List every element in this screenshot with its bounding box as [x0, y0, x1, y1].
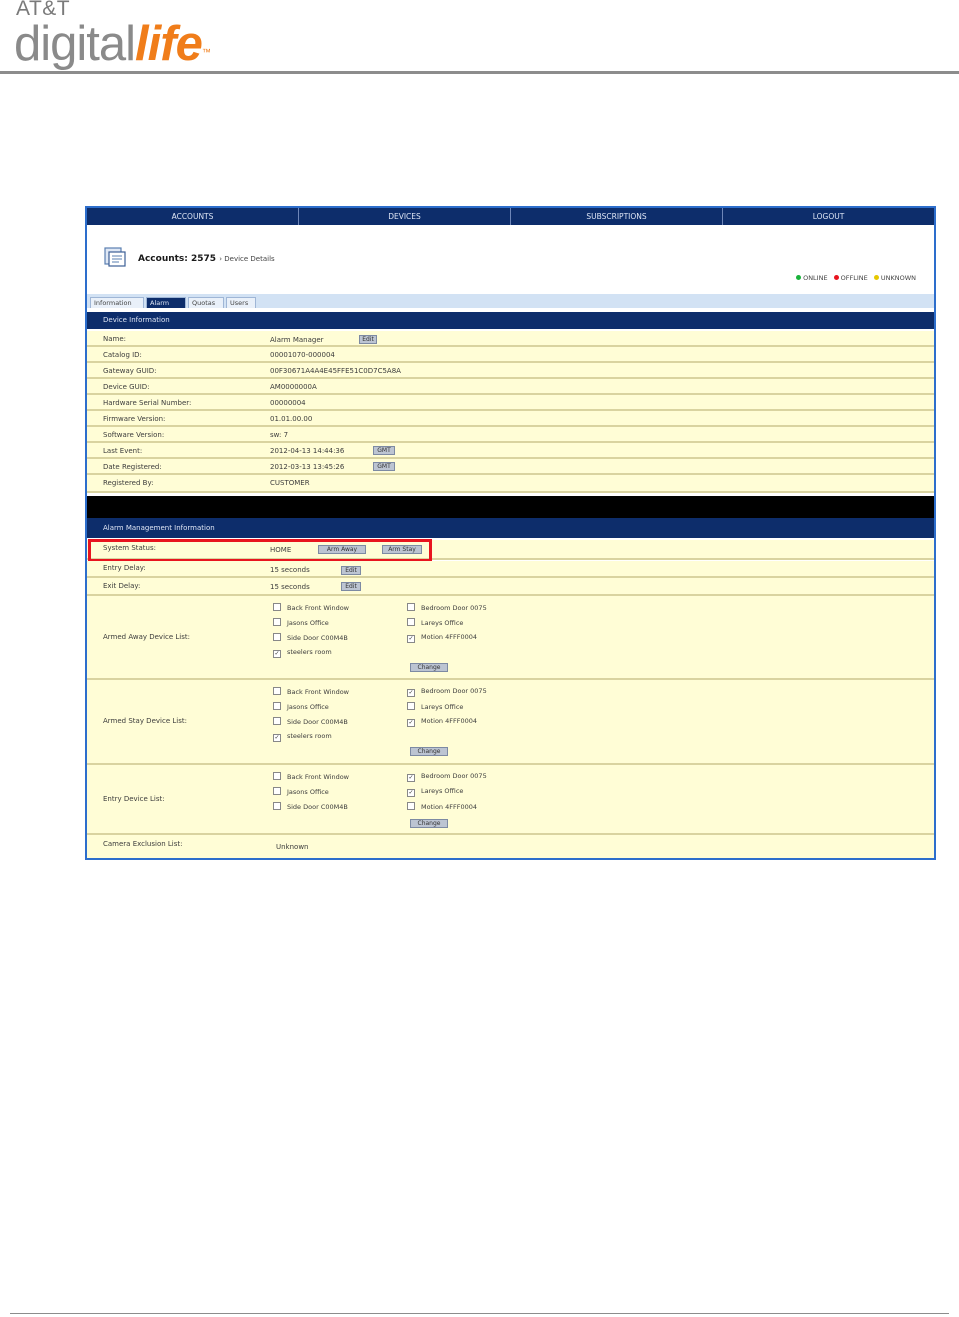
- table-row: [87, 395, 934, 411]
- list-item[interactable]: Back Front Window: [273, 603, 349, 612]
- row-label: Armed Away Device List:: [103, 633, 190, 641]
- row-value: 00F30671A4A4E45FFE51C0D7C5A8A: [270, 367, 401, 375]
- checkbox[interactable]: [273, 633, 281, 641]
- row-label: Date Registered:: [103, 463, 162, 471]
- checkbox[interactable]: ✓: [408, 774, 414, 781]
- system-status-value: HOME: [270, 546, 292, 554]
- list-item[interactable]: ✓ Lareys Office: [408, 787, 464, 796]
- checkbox[interactable]: [407, 603, 415, 611]
- checkbox[interactable]: [407, 702, 415, 710]
- status-legend: [792, 274, 916, 282]
- edit-exit-delay-button[interactable]: Edit: [341, 582, 361, 591]
- list-item[interactable]: Jasons Office: [273, 702, 329, 711]
- header-divider: [0, 71, 959, 74]
- top-navigation: [87, 208, 934, 225]
- breadcrumb: › Device Details: [219, 255, 275, 263]
- offline-dot-icon: [834, 275, 839, 280]
- list-item[interactable]: ✓ Motion 4FFF0004: [408, 633, 477, 642]
- exit-delay-row: [87, 578, 934, 596]
- row-label: Armed Stay Device List:: [103, 717, 187, 725]
- checkbox[interactable]: [273, 772, 281, 780]
- exit-delay-value: 15 seconds: [270, 583, 310, 591]
- row-label: Camera Exclusion List:: [103, 840, 183, 848]
- list-item[interactable]: Side Door C00M4B: [273, 717, 348, 726]
- camera-exclusion-row: [87, 835, 934, 858]
- checkbox[interactable]: [273, 802, 281, 810]
- brand-digital: digital: [14, 17, 136, 71]
- row-label: Entry Device List:: [103, 795, 165, 803]
- nav-devices[interactable]: DEVICES: [299, 208, 511, 225]
- alarm-info-header: Alarm Management Information: [87, 518, 934, 538]
- nav-subscriptions[interactable]: SUBSCRIPTIONS: [511, 208, 723, 225]
- row-label: System Status:: [103, 544, 156, 552]
- brand-wordmark: [14, 18, 210, 70]
- entry-delay-row: [87, 561, 934, 578]
- list-item[interactable]: ✓ Motion 4FFF0004: [408, 717, 477, 726]
- account-icon: [103, 244, 127, 268]
- nav-accounts[interactable]: ACCOUNTS: [87, 208, 299, 225]
- checkbox[interactable]: ✓: [408, 789, 414, 796]
- change-armed-stay-button[interactable]: Change: [410, 747, 448, 756]
- checkbox[interactable]: [273, 687, 281, 695]
- gmt-tag: GMT: [373, 462, 395, 471]
- list-item[interactable]: ✓ Bedroom Door 0075: [408, 687, 487, 696]
- table-row: [87, 427, 934, 443]
- tab-bar: [87, 294, 934, 308]
- row-value: 2012-03-13 13:45:26: [270, 463, 345, 471]
- checkbox[interactable]: ✓: [274, 650, 280, 657]
- footer-divider: [10, 1313, 949, 1314]
- checkbox[interactable]: ✓: [408, 719, 414, 726]
- legend-offline: OFFLINE: [840, 274, 868, 282]
- list-item[interactable]: Jasons Office: [273, 618, 329, 627]
- list-item[interactable]: Back Front Window: [273, 687, 349, 696]
- checkbox[interactable]: [407, 802, 415, 810]
- list-item[interactable]: Jasons Office: [273, 787, 329, 796]
- list-item[interactable]: Side Door C00M4B: [273, 802, 348, 811]
- table-row: [87, 379, 934, 395]
- row-value: sw: 7: [270, 431, 289, 439]
- row-label: Catalog ID:: [103, 351, 142, 359]
- list-item[interactable]: Side Door C00M4B: [273, 633, 348, 642]
- row-label: Device GUID:: [103, 383, 150, 391]
- brand-life: life: [135, 17, 202, 71]
- tab-alarm[interactable]: Alarm: [146, 297, 186, 308]
- brand-trademark: ™: [201, 47, 210, 57]
- list-item[interactable]: ✓ steelers room: [274, 732, 332, 741]
- row-value: 2012-04-13 14:44:36: [270, 447, 345, 455]
- brand-company: AT&T: [16, 0, 71, 20]
- armed-stay-list-row: [87, 680, 934, 765]
- checkbox[interactable]: ✓: [274, 734, 280, 741]
- row-value: CUSTOMER: [270, 479, 310, 487]
- nav-logout[interactable]: LOGOUT: [812, 212, 845, 221]
- entry-delay-value: 15 seconds: [270, 566, 310, 574]
- row-label: Last Event:: [103, 447, 143, 455]
- list-item[interactable]: Lareys Office: [407, 618, 463, 627]
- checkbox[interactable]: [273, 702, 281, 710]
- table-row: [87, 411, 934, 427]
- table-row: [87, 443, 934, 459]
- account-number: Accounts: 2575: [138, 254, 217, 264]
- checkbox[interactable]: [273, 618, 281, 626]
- entry-device-list-row: [87, 765, 934, 835]
- row-value: Alarm Manager: [270, 336, 324, 344]
- tab-information[interactable]: Information: [90, 297, 144, 308]
- table-row: [87, 459, 934, 475]
- table-row: [87, 347, 934, 363]
- tab-users[interactable]: Users: [226, 297, 256, 308]
- row-label: Gateway GUID:: [103, 367, 157, 375]
- list-item[interactable]: ✓ Bedroom Door 0075: [408, 772, 487, 781]
- unknown-dot-icon: [874, 275, 879, 280]
- change-entry-list-button[interactable]: Change: [410, 819, 448, 828]
- row-label: Firmware Version:: [103, 415, 166, 423]
- online-dot-icon: [796, 275, 801, 280]
- gmt-tag: GMT: [373, 446, 395, 455]
- checkbox[interactable]: [273, 717, 281, 725]
- section-separator: [87, 496, 934, 518]
- row-value: AM0000000A: [270, 383, 317, 391]
- checkbox[interactable]: [273, 787, 281, 795]
- row-label: Entry Delay:: [103, 564, 146, 572]
- row-label: Hardware Serial Number:: [103, 399, 192, 407]
- row-value: 00001070-000004: [270, 351, 335, 359]
- edit-name-button[interactable]: Edit: [359, 335, 377, 344]
- page-title: [138, 254, 275, 264]
- row-label: Name:: [103, 335, 127, 343]
- table-row: [87, 363, 934, 379]
- device-details-screenshot: [85, 206, 936, 860]
- list-item[interactable]: Bedroom Door 0075: [407, 603, 487, 612]
- checkbox[interactable]: [407, 618, 415, 626]
- table-row: [87, 475, 934, 493]
- list-item[interactable]: Lareys Office: [407, 702, 463, 711]
- checkbox[interactable]: [273, 603, 281, 611]
- row-value: 00000004: [270, 399, 306, 407]
- row-label: Software Version:: [103, 431, 165, 439]
- arm-away-button[interactable]: Arm Away: [318, 545, 366, 554]
- checkbox[interactable]: ✓: [408, 689, 414, 696]
- system-status-highlight: [88, 539, 432, 562]
- row-label: Registered By:: [103, 479, 154, 487]
- camera-exclusion-value: Unknown: [276, 843, 309, 851]
- change-armed-away-button[interactable]: Change: [410, 663, 448, 672]
- arm-stay-button[interactable]: Arm Stay: [382, 545, 422, 554]
- list-item[interactable]: Back Front Window: [273, 772, 349, 781]
- legend-unknown: UNKNOWN: [880, 274, 916, 282]
- checkbox[interactable]: ✓: [408, 635, 414, 642]
- legend-online: ONLINE: [803, 274, 828, 282]
- list-item[interactable]: ✓ steelers room: [274, 648, 332, 657]
- device-info-header: Device Information: [87, 312, 934, 329]
- edit-entry-delay-button[interactable]: Edit: [341, 566, 361, 575]
- table-row: [87, 331, 934, 347]
- armed-away-list-row: [87, 596, 934, 680]
- row-value: 01.01.00.00: [270, 415, 313, 423]
- list-item[interactable]: Motion 4FFF0004: [407, 802, 477, 811]
- row-label: Exit Delay:: [103, 582, 141, 590]
- tab-quotas[interactable]: Quotas: [188, 297, 224, 308]
